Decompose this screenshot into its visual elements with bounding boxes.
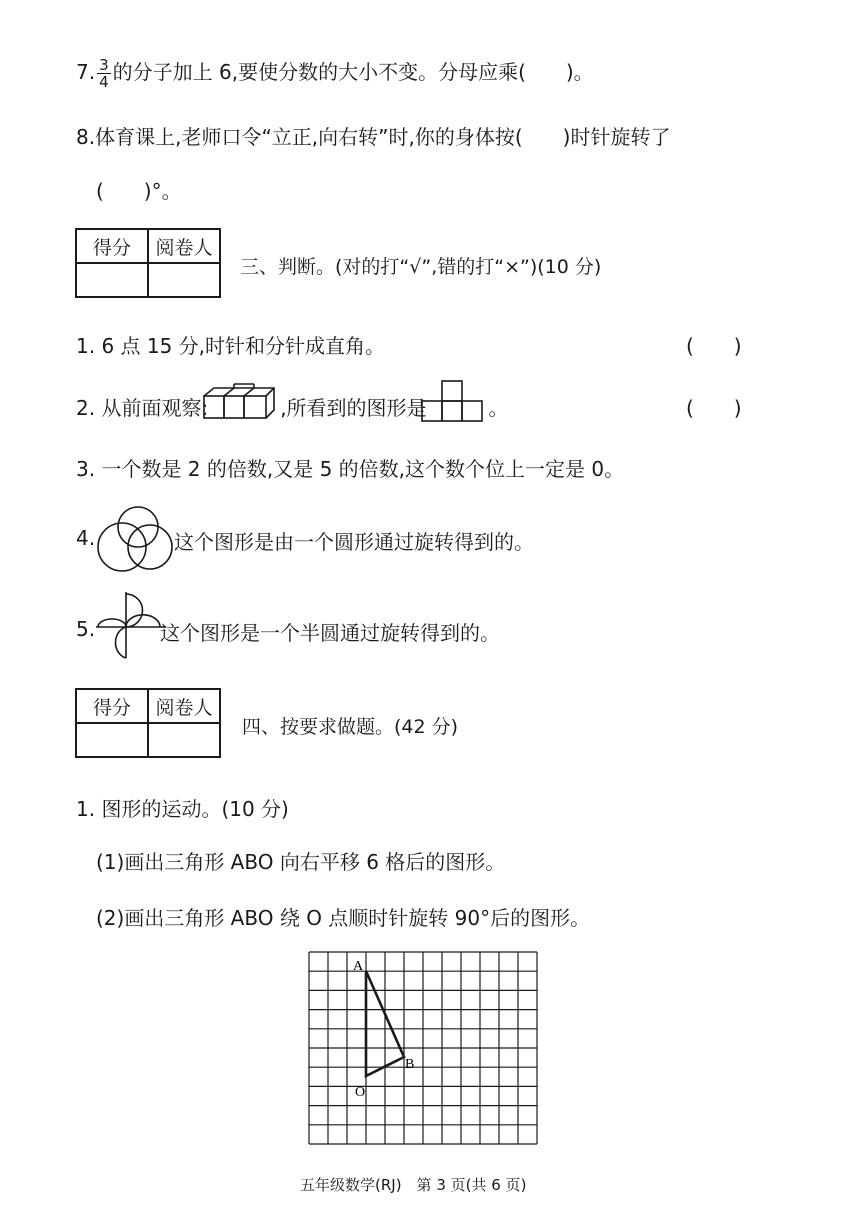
score-table xyxy=(75,228,221,298)
judge-q5-number: 5. xyxy=(76,617,96,641)
grader-header: 阅卷人 xyxy=(148,689,220,723)
section-4-q1: 1. 图形的运动。(10 分) xyxy=(76,797,289,821)
label-o: O xyxy=(355,1085,366,1100)
page-footer: 五年级数学(RJ) 第 3 页(共 6 页) xyxy=(300,1176,527,1194)
drawing-grid[interactable] xyxy=(309,952,537,1144)
label-a: A xyxy=(353,959,364,974)
score-header: 得分 xyxy=(76,689,148,723)
question-text: 的分子加上 6,要使分数的大小不变。分母应乘( )。 xyxy=(112,60,594,84)
judge-q5-text: 这个图形是一个半圆通过旋转得到的。 xyxy=(160,621,500,645)
grader-header: 阅卷人 xyxy=(148,229,220,263)
front-view-figure xyxy=(422,380,484,422)
question-number: 7. xyxy=(76,60,96,84)
judge-q2: 2. 从前面观察: ,所看到的图形是 。 xyxy=(76,396,509,420)
grader-cell[interactable] xyxy=(148,263,220,297)
answer-paren[interactable]: ( ) xyxy=(686,396,742,420)
overlapping-circles-figure xyxy=(98,505,178,575)
fraction: $\frac{3}{4}$ xyxy=(99,56,109,91)
score-cell[interactable] xyxy=(76,723,148,757)
score-header: 得分 xyxy=(76,229,148,263)
cube-blocks-figure xyxy=(204,384,276,420)
answer-paren[interactable]: ( ) xyxy=(686,334,742,358)
question-8-line2: ( )°。 xyxy=(96,179,182,203)
section-3-title: 三、判断。(对的打“√”,错的打“×”)(10 分) xyxy=(240,256,602,278)
pinwheel-figure xyxy=(96,592,166,662)
judge-q3: 3. 一个数是 2 的倍数,又是 5 的倍数,这个数个位上一定是 0。 xyxy=(76,457,625,481)
section-4-q1-part1: (1)画出三角形 ABO 向右平移 6 格后的图形。 xyxy=(96,850,506,874)
question-7 xyxy=(76,56,594,90)
section-4-q1-part2: (2)画出三角形 ABO 绕 O 点顺时针旋转 90°后的图形。 xyxy=(96,906,591,930)
question-8-line1: 8.体育课上,老师口令“立正,向右转”时,你的身体按( )时针旋转了 xyxy=(76,125,671,149)
judge-q1: 1. 6 点 15 分,时针和分针成直角。 xyxy=(76,334,386,358)
label-b: B xyxy=(405,1057,415,1072)
score-cell[interactable] xyxy=(76,263,148,297)
section-4-title: 四、按要求做题。(42 分) xyxy=(242,716,459,738)
judge-q4-number: 4. xyxy=(76,526,96,550)
score-table xyxy=(75,688,221,758)
judge-q4-text: 这个图形是由一个圆形通过旋转得到的。 xyxy=(174,530,534,554)
grader-cell[interactable] xyxy=(148,723,220,757)
